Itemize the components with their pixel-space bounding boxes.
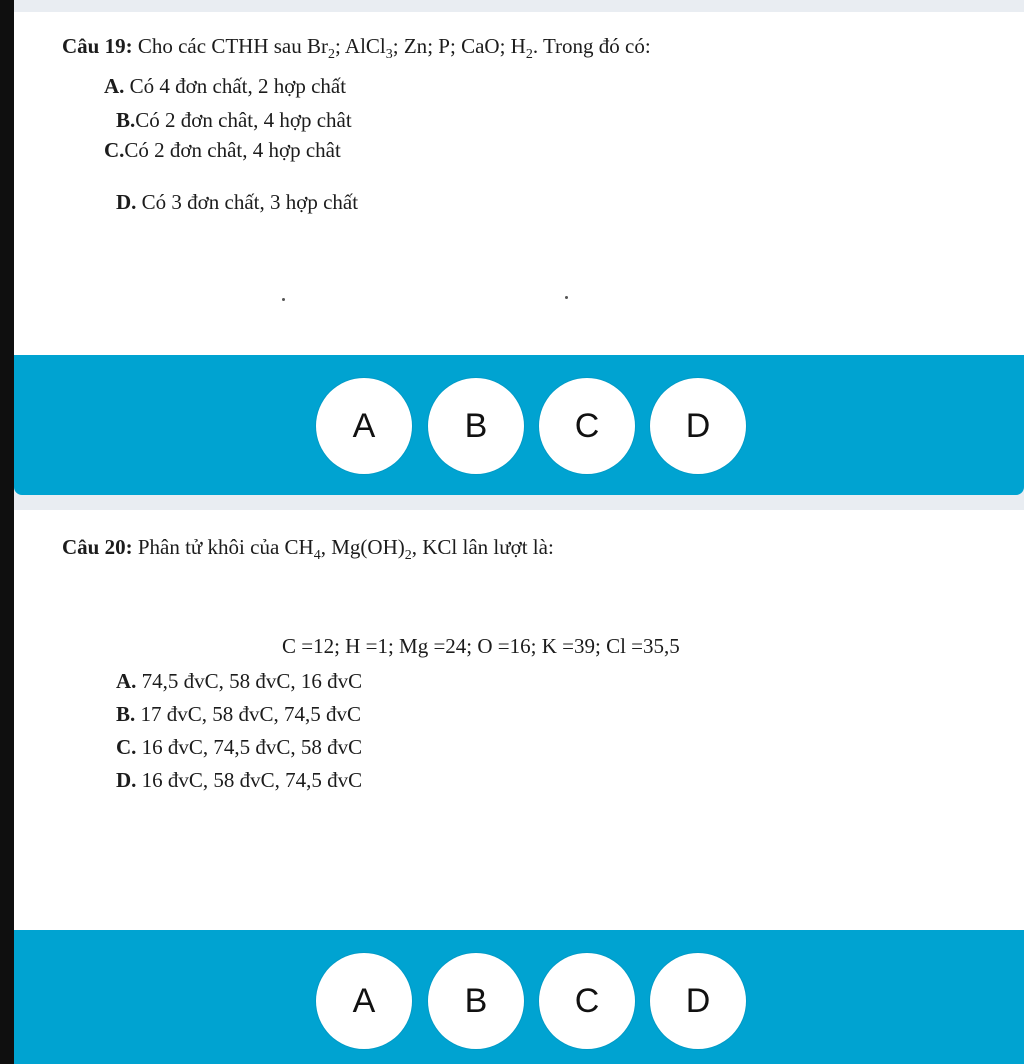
- answer-20-button-c[interactable]: C: [539, 953, 635, 1049]
- question-19-option-a: A. Có 4 đơn chất, 2 hợp chất: [104, 74, 347, 98]
- question-19-option-c: C.Có 2 đơn chât, 4 hợp chât: [104, 138, 341, 162]
- question-19-card: [14, 12, 1024, 355]
- left-edge-bar: [0, 0, 14, 1064]
- answer-19-button-b[interactable]: B: [428, 378, 524, 474]
- answer-19-button-d[interactable]: D: [650, 378, 746, 474]
- question-19-text: Câu 19: Cho các CTHH sau $Br_2$; AlCl$_3$; Zn; P; CaO; $H_2$. Trong đó có:: [62, 34, 651, 63]
- question-20-number: Câu 20:: [62, 535, 133, 559]
- question-20-text: Câu 20: Phân tử khôi của $CH_4$, $Mg(OH)_2$, KCl lân lượt là:: [62, 535, 554, 564]
- atomic-masses: C =12; H =1; Mg =24; O =16; K =39; Cl =35,5: [282, 634, 680, 658]
- answer-20-button-d[interactable]: D: [650, 953, 746, 1049]
- question-20-option-d: D. 16 đvC, 58 đvC, 74,5 đvC: [116, 768, 363, 792]
- answer-20-button-b[interactable]: B: [428, 953, 524, 1049]
- question-19-option-b: B.Có 2 đơn chât, 4 hợp chât: [116, 108, 352, 132]
- answer-19-button-c[interactable]: C: [539, 378, 635, 474]
- answer-19-button-a[interactable]: A: [316, 378, 412, 474]
- question-20-option-a: A. 74,5 đvC, 58 đvC, 16 đvC: [116, 669, 363, 693]
- question-20-option-c: C. 16 đvC, 74,5 đvC, 58 đvC: [116, 735, 363, 759]
- stray-mark: [282, 298, 285, 301]
- question-19-option-d: D. Có 3 đơn chất, 3 hợp chất: [116, 190, 359, 214]
- answer-20-button-a[interactable]: A: [316, 953, 412, 1049]
- stray-mark: [565, 296, 568, 299]
- question-20-option-b: B. 17 đvC, 58 đvC, 74,5 đvC: [116, 702, 362, 726]
- question-19-number: Câu 19:: [62, 34, 133, 58]
